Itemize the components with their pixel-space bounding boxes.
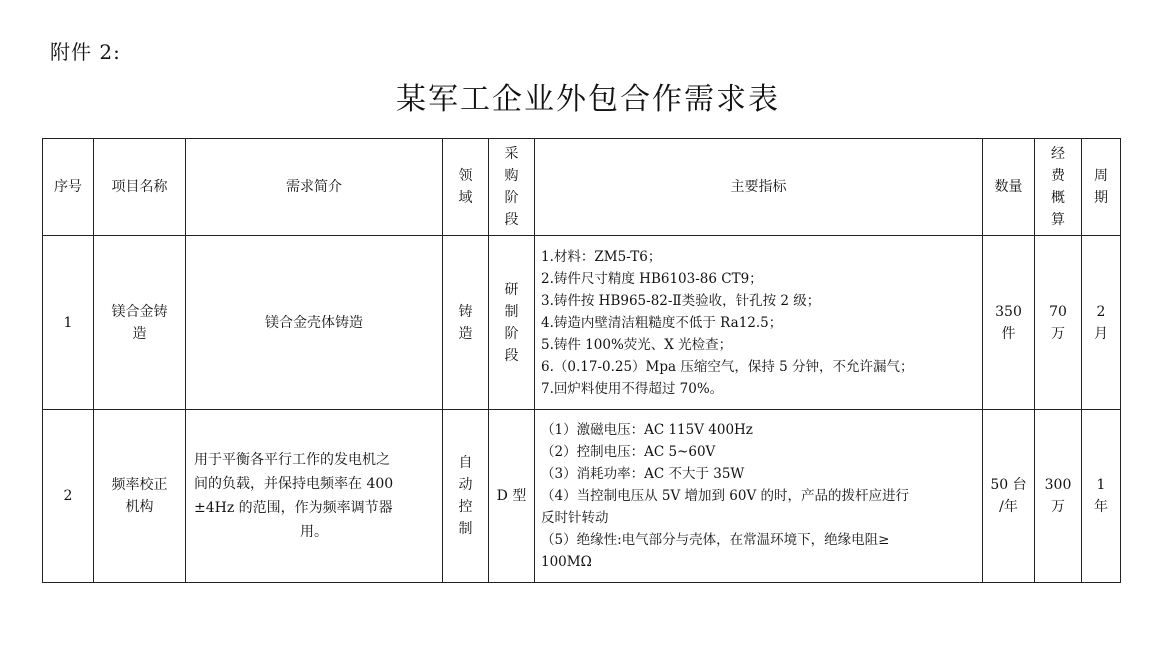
header-project-name: 项目名称	[94, 139, 186, 236]
row-stage: 研 制 阶 段	[489, 236, 535, 410]
spec-line: 100MΩ	[541, 554, 592, 570]
spec-line: 7.回炉料使用不得超过 70%。	[541, 380, 724, 397]
spec-line: 2.铸件尺寸精度 HB6103-86 CT9；	[541, 270, 763, 287]
spec-line: 6.（0.17-0.25）Mpa 压缩空气，保持 5 分钟，不允许漏气；	[541, 358, 914, 375]
row-specs	[535, 410, 983, 583]
spec-line: 3.铸件按 HB965-82-Ⅱ类验收，针孔按 2 级；	[541, 292, 821, 309]
row-budget: 300 万	[1035, 410, 1082, 583]
spec-line: （3）消耗功率：AC 不大于 35W	[541, 466, 745, 482]
attachment-label: 附件 2:	[50, 40, 121, 64]
table-row	[43, 410, 1121, 583]
header-domain: 领 域	[443, 139, 489, 236]
row-period: 1 年	[1082, 410, 1121, 583]
row-seq: 1	[43, 236, 94, 410]
table-header-row	[43, 139, 1121, 236]
row-quantity: 50 台 /年	[983, 410, 1035, 583]
header-seq: 序号	[43, 139, 94, 236]
row-stage: D 型	[489, 410, 535, 583]
spec-line: 4.铸造内壁清洁粗糙度不低于 Ra12.5；	[541, 314, 783, 331]
spec-line: （2）控制电压：AC 5~60V	[541, 444, 716, 460]
spec-line: （5）绝缘性:电气部分与壳体，在常温环境下，绝缘电阻≥	[541, 532, 890, 548]
page-title: 某军工企业外包合作需求表	[396, 82, 780, 117]
row-specs	[535, 236, 983, 410]
row-project-name: 频率校正 机构	[94, 410, 186, 583]
row-budget: 70 万	[1035, 236, 1082, 410]
row-period: 2 月	[1082, 236, 1121, 410]
row-quantity: 350 件	[983, 236, 1035, 410]
header-quantity: 数量	[983, 139, 1035, 236]
spec-line: 5.铸件 100%荧光、X 光检查；	[541, 336, 733, 353]
spec-line: （1）激磁电压：AC 115V 400Hz	[541, 422, 753, 438]
header-stage: 采 购 阶 段	[489, 139, 535, 236]
table-row	[43, 236, 1121, 410]
row-project-name: 镁合金铸 造	[94, 236, 186, 410]
spec-line: 1.材料：ZM5-T6；	[541, 248, 662, 265]
requirements-table	[42, 138, 1121, 583]
row-domain: 铸 造	[443, 236, 489, 410]
header-description: 需求简介	[186, 139, 443, 236]
row-seq: 2	[43, 410, 94, 583]
spec-line: （4）当控制电压从 5V 增加到 60V 的时，产品的拨杆应进行	[541, 488, 910, 504]
row-description: 镁合金壳体铸造	[186, 236, 443, 410]
header-budget: 经 费 概 算	[1035, 139, 1082, 236]
row-domain: 自 动 控 制	[443, 410, 489, 583]
row-description: 用于平衡各平行工作的发电机之 间的负载，并保持电频率在 400 ±4Hz 的范围，作为频率调节器 用。	[186, 410, 443, 583]
header-specs: 主要指标	[535, 139, 983, 236]
header-period: 周 期	[1082, 139, 1121, 236]
spec-line: 反时针转动	[541, 510, 609, 526]
